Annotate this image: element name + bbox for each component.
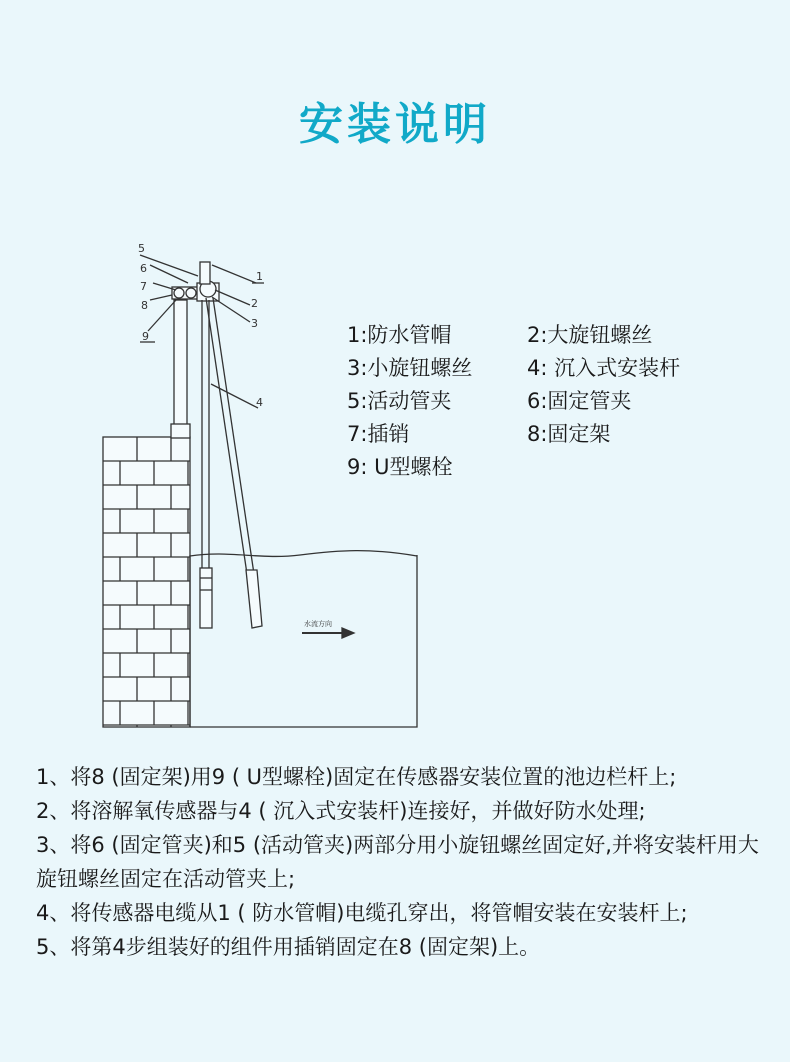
step-5: 5、将第4步组装好的组件用插销固定在8 (固定架)上。 — [36, 935, 541, 959]
callout-3: 3 — [251, 317, 258, 330]
pool-tank — [190, 555, 417, 727]
page-title: 安装说明 — [299, 99, 491, 150]
waterproof-cap — [200, 262, 210, 284]
step-4: 4、将传感器电缆从1 ( 防水管帽)电缆孔穿出，将管帽安装在安装杆上; — [36, 901, 688, 925]
legend-item: 2:大旋钮螺丝 — [527, 323, 653, 347]
flow-label: 水流方向 — [304, 620, 332, 628]
step-2: 2、将溶解氧传感器与4 ( 沉入式安装杆)连接好，并做好防水处理; — [36, 799, 646, 823]
callout-8: 8 — [141, 299, 148, 312]
water-surface — [190, 551, 417, 557]
legend-item: 1:防水管帽 — [347, 323, 452, 347]
submersible-rod — [206, 298, 247, 574]
step-1: 1、将8 (固定架)用9 ( U型螺栓)固定在传感器安装位置的池边栏杆上; — [36, 765, 677, 789]
legend-item: 7:插销 — [347, 422, 410, 446]
callout-7: 7 — [140, 280, 147, 293]
callout-1: 1 — [256, 270, 263, 283]
legend-item: 6:固定管夹 — [527, 389, 632, 413]
callout-2: 2 — [251, 297, 258, 310]
legend-item: 4: 沉入式安装杆 — [527, 356, 681, 380]
brick-wall — [103, 437, 190, 727]
mounting-post — [174, 300, 187, 437]
legend-item: 5:活动管夹 — [347, 389, 452, 413]
callout-4: 4 — [256, 396, 263, 409]
sensor — [200, 568, 212, 628]
legend-item: 3:小旋钮螺丝 — [347, 356, 473, 380]
installation-steps — [36, 760, 766, 964]
callout-9: 9 — [142, 330, 149, 343]
callout-6: 6 — [140, 262, 147, 275]
legend-item: 9: U型螺栓 — [347, 455, 453, 479]
legend-item: 8:固定架 — [527, 422, 611, 446]
callout-5: 5 — [138, 242, 145, 255]
step-3: 3、将6 (固定管夹)和5 (活动管夹)两部分用小旋钮螺丝固定好,并将安装杆用大旋钮螺丝固定在活动管夹上; — [36, 833, 759, 891]
